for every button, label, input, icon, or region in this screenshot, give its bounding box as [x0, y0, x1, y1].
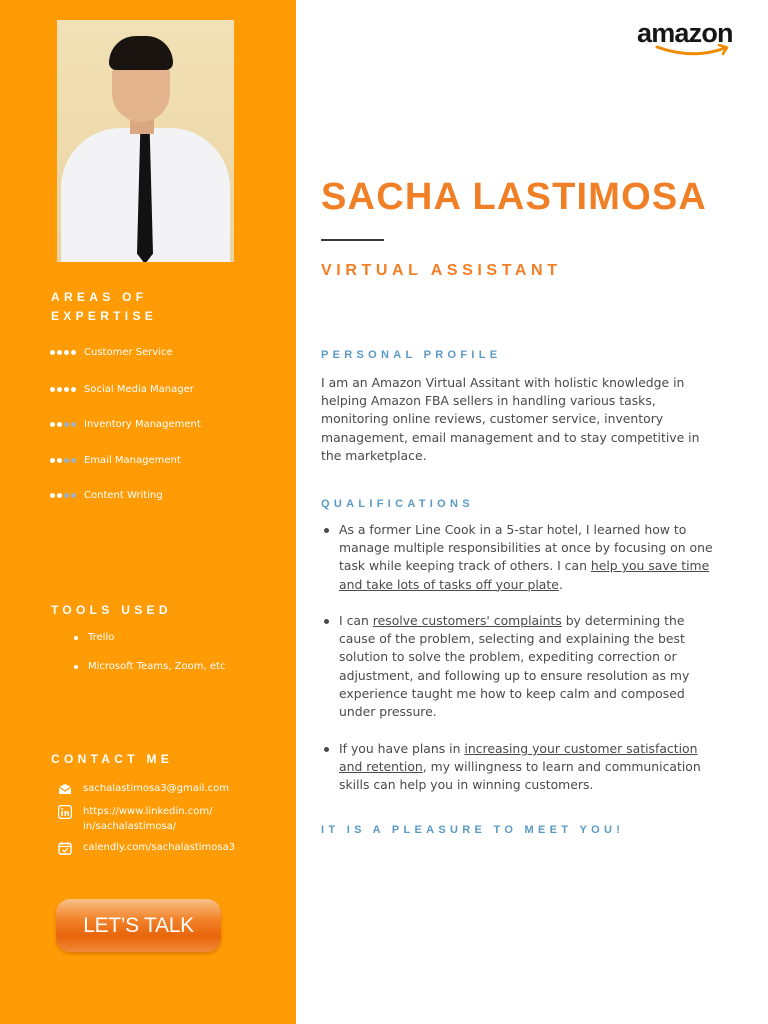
lets-talk-label: LET’S TALK [83, 913, 194, 937]
contact-heading: CONTACT ME [51, 752, 174, 766]
qualification-item [321, 521, 721, 594]
lets-talk-button[interactable] [56, 899, 221, 952]
qualifications-heading: QUALIFICATIONS [321, 498, 474, 510]
amazon-smile-icon [655, 44, 735, 58]
linkedin-icon [57, 804, 73, 820]
title-divider [321, 239, 384, 241]
skill-item [50, 382, 194, 396]
skill-level-dots [50, 350, 80, 355]
tool-item [74, 661, 225, 672]
skill-label: Content Writing [84, 489, 163, 501]
tools-heading: TOOLS USED [51, 603, 172, 617]
amazon-logo-text: amazon [637, 18, 733, 48]
skill-item [50, 345, 173, 359]
qualification-link[interactable]: increasing your customer satisfaction and retention [339, 741, 698, 775]
qualification-item [321, 612, 721, 721]
bullet-icon [74, 636, 78, 640]
email-link[interactable]: sachalastimosa3@gmail.com [83, 783, 229, 794]
qualification-link[interactable]: help you save time and take lots of tasks off your plate [339, 558, 710, 592]
qualification-text: If you have plans in [339, 741, 465, 756]
calendar-icon [57, 840, 73, 856]
linkedin-link[interactable] [83, 804, 263, 834]
skill-level-dots [50, 422, 80, 427]
personal-profile-text: I am an Amazon Virtual Assitant with holistic knowledge in helping Amazon FBA sellers in handling various tasks, monitoring online reviews, customer service, inventory management, email management and to stay competitive in the marketplace. [321, 375, 700, 463]
skill-label: Inventory Management [84, 418, 201, 430]
candidate-role: VIRTUAL ASSISTANT [321, 262, 562, 279]
qualification-text-end: . [558, 576, 563, 592]
candidate-name: SACHA LASTIMOSA [321, 176, 708, 218]
personal-profile-heading: PERSONAL PROFILE [321, 349, 502, 361]
qualification-text: I can [339, 613, 373, 628]
qualification-link[interactable]: resolve customers' complaints [372, 613, 562, 628]
contact-calendly[interactable] [57, 840, 263, 856]
skill-item [50, 488, 163, 502]
contact-linkedin[interactable] [57, 804, 263, 834]
bullet-icon [324, 528, 329, 533]
tool-item [74, 632, 114, 643]
tool-label: Trello [88, 632, 115, 643]
bullet-icon [324, 747, 329, 752]
skill-label: Customer Service [84, 346, 173, 358]
skill-label: Email Management [84, 454, 181, 466]
qualification-text-end: , my willingness to learn and communication skills can help you in winning customers. [339, 759, 701, 793]
skill-level-dots [50, 493, 80, 498]
skill-item [50, 453, 181, 467]
closing-line: IT IS A PLEASURE TO MEET YOU! [321, 824, 625, 836]
skill-item [50, 417, 201, 431]
skill-level-dots [50, 387, 80, 392]
linkedin-line-1[interactable]: https://www.linkedin.com/ [83, 806, 213, 817]
expertise-heading: AREAS OF EXPERTISE [51, 290, 158, 323]
qualification-item [321, 740, 721, 795]
skill-level-dots [50, 458, 80, 463]
qualification-text: As a former Line Cook in a 5-star hotel, I learned how to manage multiple responsibilities at once by focusing on one task while keeping track of others. I can [339, 522, 713, 574]
linkedin-line-2[interactable]: in/sachalastimosa/ [83, 821, 177, 832]
calendly-link[interactable]: calendly.com/sachalastimosa3 [83, 842, 236, 853]
skill-label: Social Media Manager [84, 383, 194, 395]
sidebar [0, 0, 296, 1024]
profile-photo [57, 20, 234, 262]
bullet-icon [324, 619, 329, 624]
qualification-text-end: by determining the cause of the problem, selecting and explaining the best solution to solve the problem, expediting correction or adjustment, and following up to ensure resolution as my experience taught me how to keep calm and composed under pressure. [339, 613, 690, 720]
bullet-icon [74, 665, 78, 669]
mail-icon [57, 781, 73, 797]
contact-email[interactable] [57, 781, 263, 797]
tool-label: Microsoft Teams, Zoom, etc [88, 661, 226, 672]
amazon-logo [637, 18, 747, 58]
